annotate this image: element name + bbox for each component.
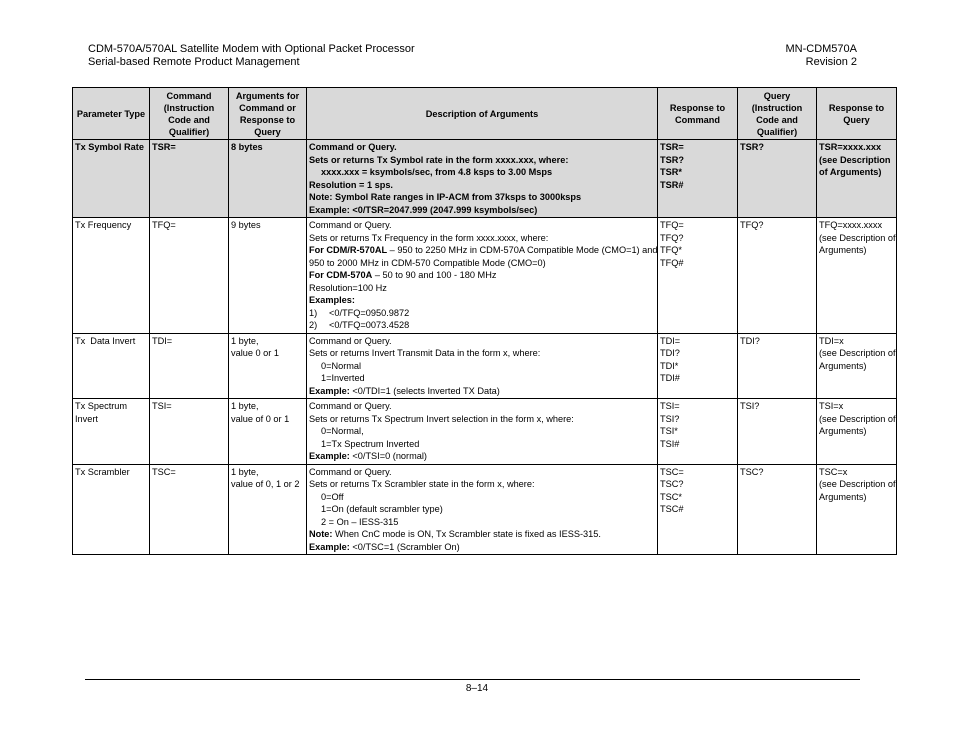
response-to-query: TSC=x (see Description of Arguments) — [817, 464, 897, 555]
header-right — [785, 43, 857, 69]
page-number: 8–14 — [465, 683, 489, 694]
response-to-command: TSI= TSI? TSI* TSI# — [658, 399, 738, 465]
column-header: Parameter Type — [73, 88, 150, 140]
table-row — [73, 218, 897, 334]
column-header: Description of Arguments — [307, 88, 658, 140]
arguments: 1 byte, value of 0 or 1 — [229, 399, 307, 465]
section-title: Serial-based Remote Product Management — [88, 56, 300, 68]
response-to-command: TSR= TSR? TSR* TSR# — [658, 140, 738, 218]
response-to-command: TFQ= TFQ? TFQ* TFQ# — [658, 218, 738, 334]
parameter-type: Tx Spectrum Invert — [73, 399, 150, 465]
column-header: Query (Instruction Code and Qualifier) — [738, 88, 817, 140]
column-header: Arguments for Command or Response to Query — [229, 88, 307, 140]
command-table — [72, 87, 897, 555]
parameter-type: Tx Frequency — [73, 218, 150, 334]
command-code: TSC= — [150, 464, 229, 555]
command-code: TFQ= — [150, 218, 229, 334]
response-to-query: TSI=x (see Description of Arguments) — [817, 399, 897, 465]
manual-number: MN-CDM570A — [785, 43, 857, 55]
header-left — [88, 43, 415, 69]
query-code: TDI? — [738, 333, 817, 399]
description: Command or Query. Sets or returns Tx Spectrum Invert selection in the form x, where: 0=Normal, 1=Tx Spectrum Inverted Example: <0/TSI=0 (normal) — [307, 399, 658, 465]
table-row — [73, 140, 897, 218]
response-to-query: TFQ=xxxx.xxxx (see Description of Arguments) — [817, 218, 897, 334]
revision: Revision 2 — [805, 56, 857, 68]
arguments: 1 byte, value of 0, 1 or 2 — [229, 464, 307, 555]
parameter-type: Tx Data Invert — [73, 333, 150, 399]
response-to-query: TDI=x (see Description of Arguments) — [817, 333, 897, 399]
command-code: TSR= — [150, 140, 229, 218]
arguments: 1 byte, value 0 or 1 — [229, 333, 307, 399]
query-code: TSR? — [738, 140, 817, 218]
arguments: 8 bytes — [229, 140, 307, 218]
response-to-command: TSC= TSC? TSC* TSC# — [658, 464, 738, 555]
query-code: TFQ? — [738, 218, 817, 334]
response-to-command: TDI= TDI? TDI* TDI# — [658, 333, 738, 399]
footer-divider — [85, 679, 860, 680]
description: Command or Query. Sets or returns Tx Scrambler state in the form x, where: 0=Off 1=On (default scrambler type) 2 = On – IESS-315 Note: When CnC mode is ON, Tx Scrambler state is fixed as IESS-315. Example: <0/TSC=1 (Scrambler On) — [307, 464, 658, 555]
description: Command or Query. Sets or returns Tx Frequency in the form xxxx.xxxx, where: For CDM/R-570AL – 950 to 2250 MHz in CDM-570A Compatible Mode (CMO=1) and 950 to 2000 MHz in CDM-570 Compatible Mode (CMO=0) For CDM-570A – 50 to 90 and 100 - 180 MHz Resolution=100 Hz Examples: 1) <0/TFQ=0950.9872 2) <0/TFQ=0073.4528 — [307, 218, 658, 334]
query-code: TSI? — [738, 399, 817, 465]
column-header: Response to Command — [658, 88, 738, 140]
parameter-type: Tx Symbol Rate — [73, 140, 150, 218]
table-row — [73, 333, 897, 399]
parameter-type: Tx Scrambler — [73, 464, 150, 555]
table-row — [73, 399, 897, 465]
column-header: Command (Instruction Code and Qualifier) — [150, 88, 229, 140]
query-code: TSC? — [738, 464, 817, 555]
document-title: CDM-570A/570AL Satellite Modem with Optional Packet Processor — [88, 43, 415, 55]
arguments: 9 bytes — [229, 218, 307, 334]
description: Command or Query. Sets or returns Tx Symbol rate in the form xxxx.xxx, where: xxxx.xxx = ksymbols/sec, from 4.8 ksps to 3.00 Msps Resolution = 1 sps. Note: Symbol Rate ranges in IP-ACM from 37ksps to 3000ksps Example: <0/TSR=2047.999 (2047.999 ksymbols/sec) — [307, 140, 658, 218]
table-row — [73, 464, 897, 555]
command-code: TDI= — [150, 333, 229, 399]
response-to-query: TSR=xxxx.xxx (see Description of Arguments) — [817, 140, 897, 218]
column-header: Response to Query — [817, 88, 897, 140]
description: Command or Query. Sets or returns Invert Transmit Data in the form x, where: 0=Normal 1=Inverted Example: <0/TDI=1 (selects Inverted TX Data) — [307, 333, 658, 399]
command-code: TSI= — [150, 399, 229, 465]
table-header-row — [73, 88, 897, 140]
